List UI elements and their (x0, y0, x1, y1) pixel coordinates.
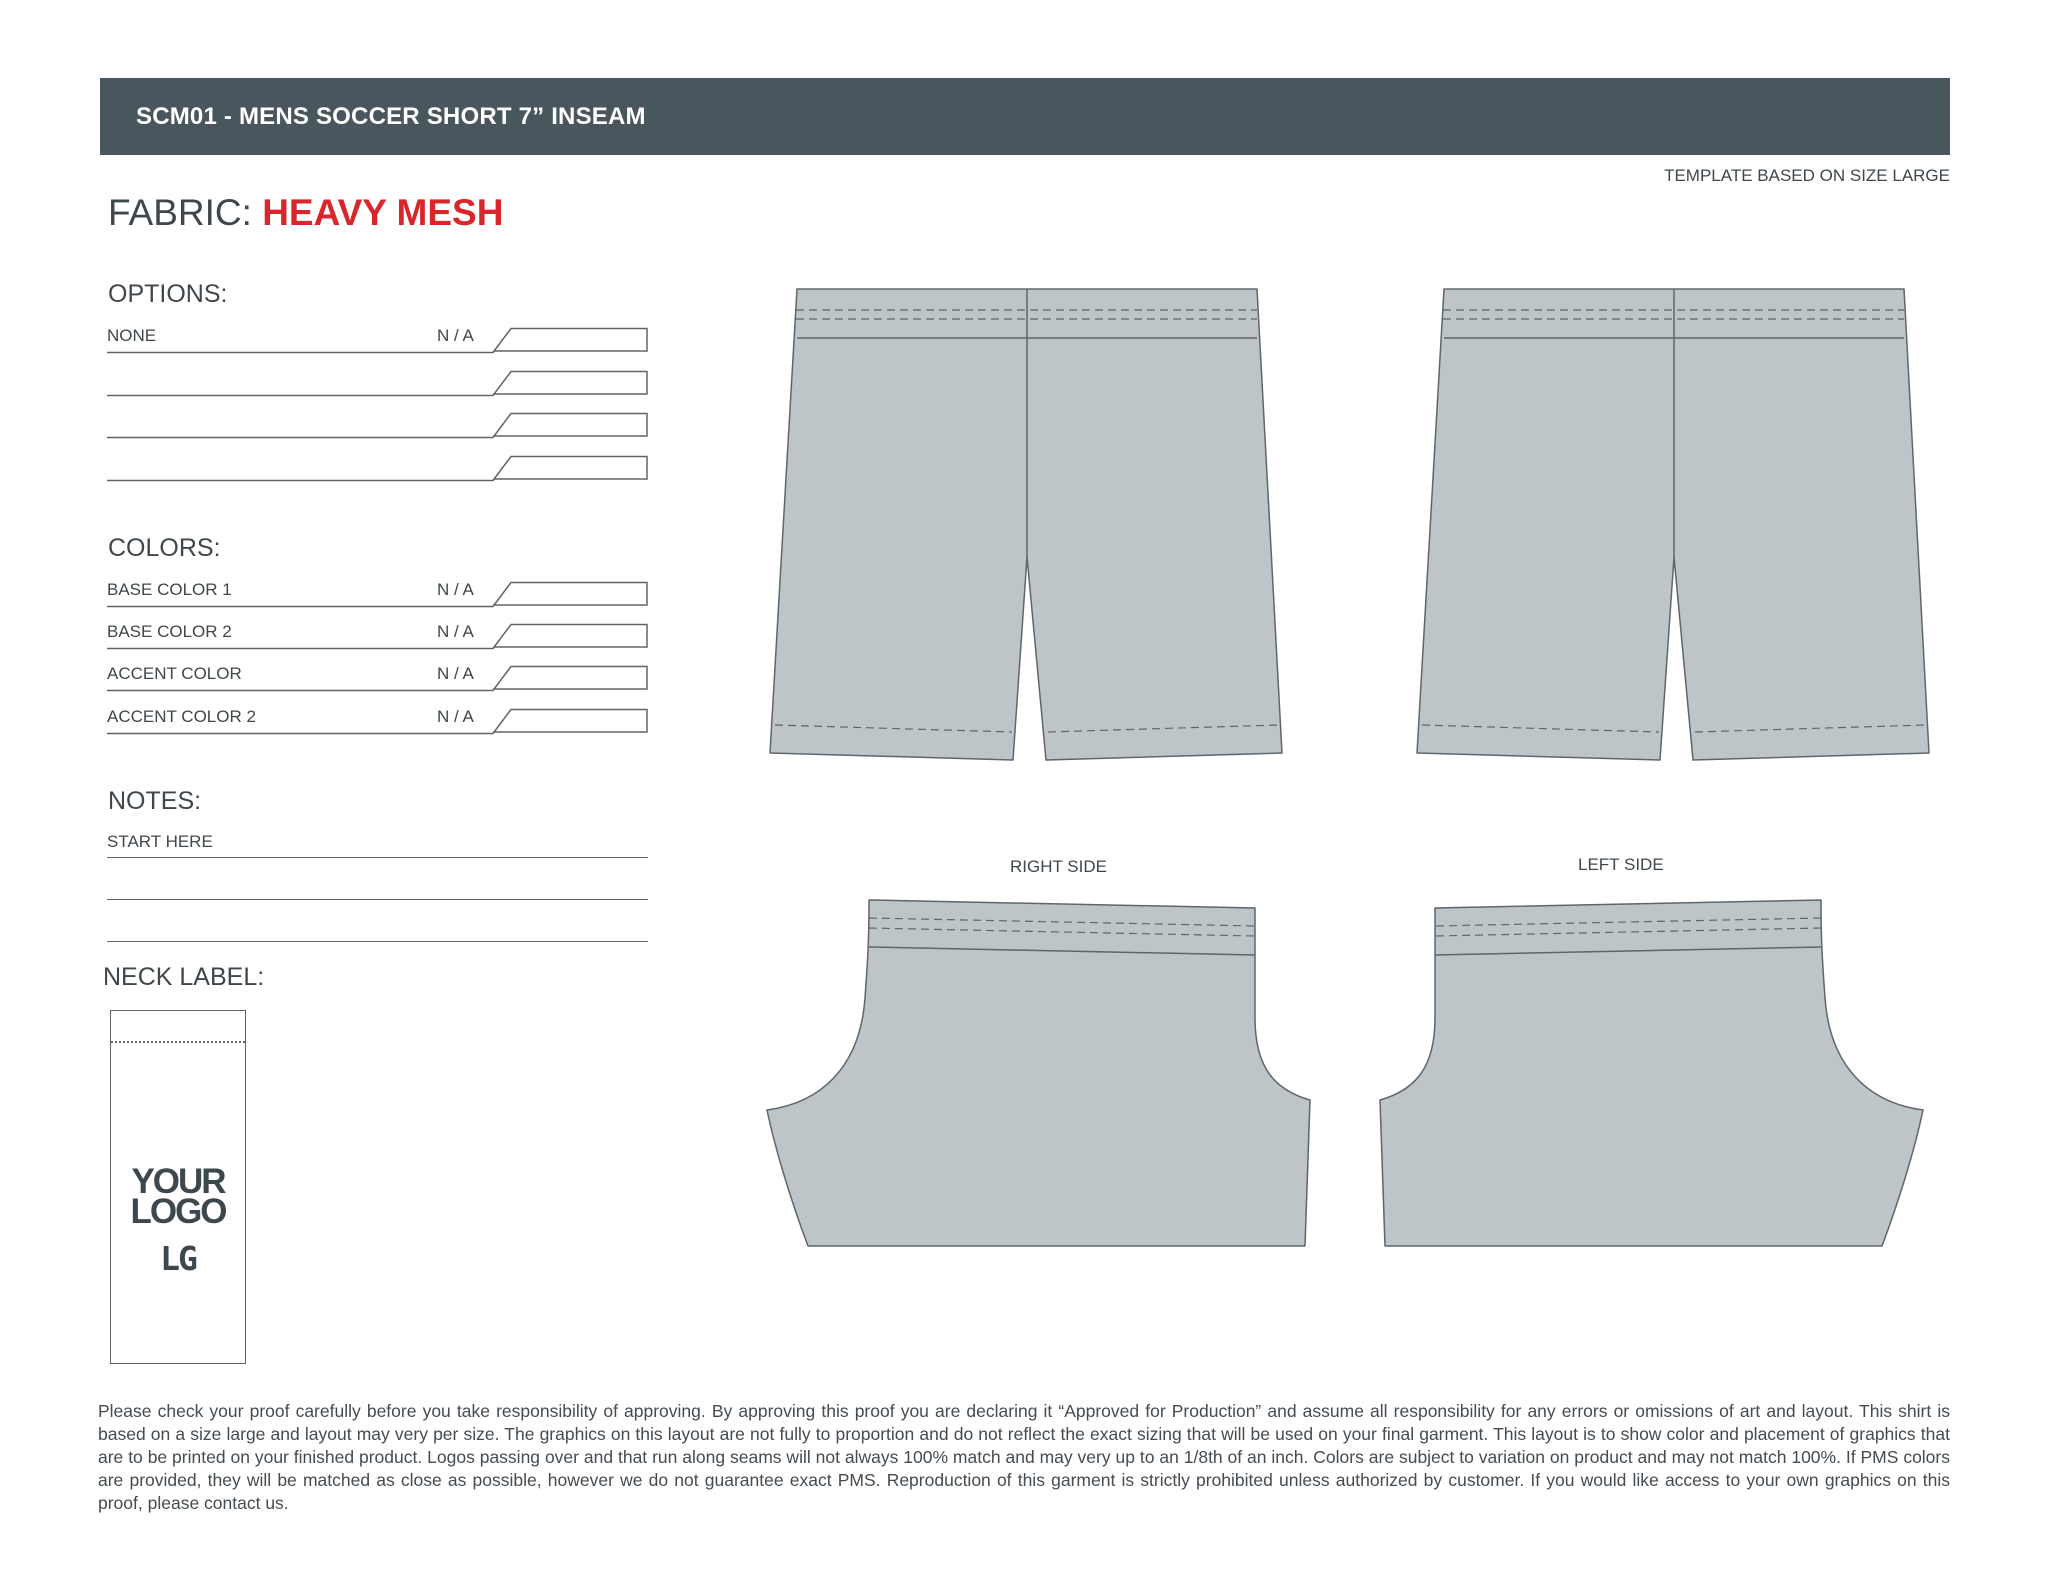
fold-line (111, 1041, 245, 1043)
color-row[interactable] (107, 705, 648, 735)
fabric-label: FABRIC: (108, 192, 252, 233)
color-value: N / A (437, 664, 474, 683)
left-side-label: LEFT SIDE (1578, 855, 1664, 874)
color-row[interactable] (107, 662, 648, 692)
color-label: ACCENT COLOR 2 (107, 707, 256, 726)
option-label: NONE (107, 326, 157, 345)
color-row[interactable] (107, 578, 648, 608)
header-bar (100, 78, 1950, 155)
color-label: ACCENT COLOR (107, 664, 242, 683)
color-field-outline (107, 578, 648, 608)
page-title: SCM01 - MENS SOCCER SHORT 7” INSEAM (136, 103, 646, 130)
colors-title: COLORS: (108, 534, 221, 562)
neck-label-preview (110, 1010, 246, 1364)
notes-line[interactable] (107, 899, 648, 900)
option-row[interactable] (107, 324, 648, 354)
color-label: BASE COLOR 1 (107, 580, 232, 599)
color-value: N / A (437, 580, 474, 599)
option-value: N / A (437, 326, 474, 345)
option-row[interactable] (107, 367, 648, 397)
option-field-outline (107, 409, 648, 439)
color-field-outline (107, 705, 648, 735)
short-left-side-view (1380, 898, 1940, 1258)
color-field-outline (107, 620, 648, 650)
approval-disclaimer: Please check your proof carefully before you take responsibility of approving. By approving this proof you are declaring it “Approved for Production” and assume all responsibility for any errors or omissions of art and layout. This shirt is based on a size large and layout may very per size. The graphics on this layout are not fully to proportion and do not reflect the exact sizing that will be used on your final garment. This layout is to show color and placement of graphics that are to be printed on your finished product. Logos passing over and that run along seams will not always 100% match and may very up to an 1/8th of an inch. Colors are subject to variation on product and may not match 100%. If PMS colors are provided, they will be matched as close as possible, however we do not guarantee exact PMS. Reproduction of this garment is strictly prohibited unless authorized by customer. If you would like access to your own graphics on this proof, please contact us. (98, 1401, 1950, 1513)
option-row[interactable] (107, 409, 648, 439)
notes-line[interactable] (107, 941, 648, 942)
notes-line[interactable] (107, 857, 648, 858)
right-side-label: RIGHT SIDE (1010, 857, 1107, 876)
option-row[interactable] (107, 452, 648, 482)
color-value: N / A (437, 707, 474, 726)
notes-title: NOTES: (108, 787, 202, 815)
fabric-value: HEAVY MESH (262, 192, 504, 233)
options-title: OPTIONS: (108, 280, 228, 308)
short-front-view (765, 285, 1285, 765)
logo-placeholder: YOUR LOGO (130, 1162, 226, 1231)
fabric-heading (108, 192, 503, 234)
size-code: LG (160, 1239, 196, 1278)
option-field-outline (107, 452, 648, 482)
option-field-outline (107, 367, 648, 397)
color-field-outline (107, 662, 648, 692)
notes-line-text: START HERE (107, 832, 213, 851)
short-back-view (1412, 285, 1932, 765)
color-label: BASE COLOR 2 (107, 622, 232, 641)
template-size-note: TEMPLATE BASED ON SIZE LARGE (1664, 166, 1950, 185)
color-value: N / A (437, 622, 474, 641)
option-field-outline (107, 324, 648, 354)
color-row[interactable] (107, 620, 648, 650)
neck-label-title: NECK LABEL: (103, 963, 265, 991)
short-right-side-view (765, 898, 1325, 1258)
